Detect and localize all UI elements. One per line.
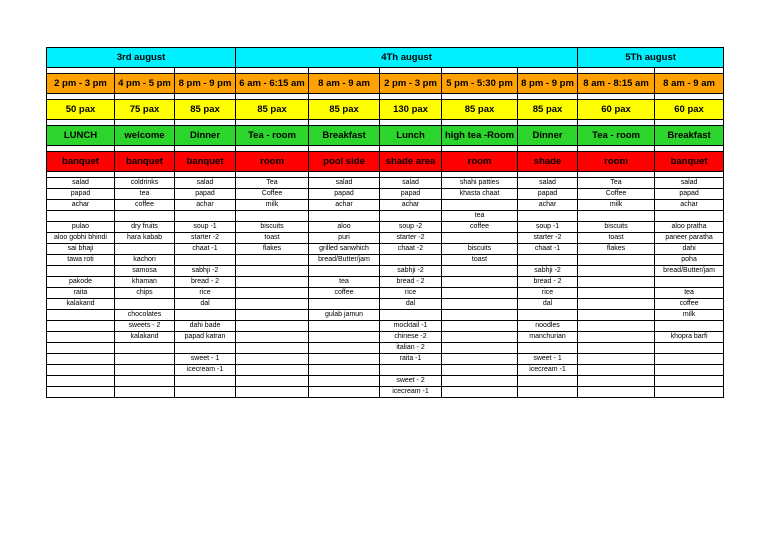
menu-item-cell[interactable] bbox=[115, 365, 175, 376]
menu-item-cell[interactable]: chips bbox=[115, 288, 175, 299]
menu-item-cell[interactable]: sweet - 2 bbox=[380, 376, 442, 387]
menu-item-cell[interactable]: pakode bbox=[47, 277, 115, 288]
menu-item-cell[interactable] bbox=[442, 387, 518, 398]
menu-item-cell[interactable] bbox=[578, 376, 655, 387]
menu-item-cell[interactable]: starter -2 bbox=[518, 233, 578, 244]
menu-item-cell[interactable]: rice bbox=[380, 288, 442, 299]
menu-item-cell[interactable] bbox=[442, 200, 518, 211]
menu-item-cell[interactable]: chaat -1 bbox=[518, 244, 578, 255]
menu-item-cell[interactable]: Coffee bbox=[578, 189, 655, 200]
menu-item-cell[interactable] bbox=[655, 376, 724, 387]
menu-item-cell[interactable] bbox=[518, 387, 578, 398]
menu-item-row bbox=[47, 299, 724, 310]
menu-item-cell[interactable]: papad bbox=[175, 189, 236, 200]
menu-item-cell[interactable] bbox=[442, 354, 518, 365]
pax-row bbox=[47, 100, 724, 120]
menu-item-cell[interactable]: dahi bade bbox=[175, 321, 236, 332]
time-cell[interactable]: 8 am - 8:15 am bbox=[578, 74, 655, 94]
menu-item-cell[interactable]: achar bbox=[47, 200, 115, 211]
menu-item-cell[interactable]: starter -2 bbox=[175, 233, 236, 244]
menu-item-row bbox=[47, 200, 724, 211]
menu-item-cell[interactable] bbox=[309, 211, 380, 222]
menu-item-cell[interactable]: biscuits bbox=[442, 244, 518, 255]
menu-item-cell[interactable] bbox=[578, 255, 655, 266]
meal-cell[interactable]: Lunch bbox=[380, 126, 442, 146]
menu-item-cell[interactable]: tea bbox=[442, 211, 518, 222]
menu-item-cell[interactable] bbox=[47, 354, 115, 365]
venue-cell[interactable]: pool side bbox=[309, 152, 380, 172]
day-header-cell[interactable]: 4Th august bbox=[236, 48, 578, 68]
menu-item-cell[interactable]: sweet - 1 bbox=[175, 354, 236, 365]
menu-item-cell[interactable]: biscuits bbox=[578, 222, 655, 233]
menu-item-cell[interactable] bbox=[115, 376, 175, 387]
menu-item-cell[interactable] bbox=[442, 310, 518, 321]
menu-item-cell[interactable] bbox=[655, 365, 724, 376]
menu-item-cell[interactable] bbox=[236, 310, 309, 321]
menu-item-cell[interactable] bbox=[309, 354, 380, 365]
menu-item-cell[interactable] bbox=[578, 211, 655, 222]
menu-item-cell[interactable] bbox=[442, 376, 518, 387]
menu-item-cell[interactable]: toast bbox=[578, 233, 655, 244]
menu-item-cell[interactable] bbox=[442, 332, 518, 343]
venue-cell[interactable]: room bbox=[578, 152, 655, 172]
menu-item-cell[interactable] bbox=[309, 387, 380, 398]
time-row bbox=[47, 74, 724, 94]
menu-item-row bbox=[47, 321, 724, 332]
menu-item-row bbox=[47, 387, 724, 398]
menu-item-cell[interactable] bbox=[578, 277, 655, 288]
menu-item-cell[interactable] bbox=[236, 387, 309, 398]
menu-item-cell[interactable] bbox=[47, 376, 115, 387]
pax-cell[interactable]: 75 pax bbox=[115, 100, 175, 120]
menu-item-cell[interactable] bbox=[47, 343, 115, 354]
pax-cell[interactable]: 85 pax bbox=[175, 100, 236, 120]
menu-item-cell[interactable]: aloo gobhi bhindi bbox=[47, 233, 115, 244]
menu-item-cell[interactable] bbox=[236, 288, 309, 299]
menu-item-cell[interactable] bbox=[309, 332, 380, 343]
meal-cell[interactable]: LUNCH bbox=[47, 126, 115, 146]
venue-cell[interactable]: room bbox=[236, 152, 309, 172]
menu-item-cell[interactable]: toast bbox=[442, 255, 518, 266]
menu-item-cell[interactable] bbox=[309, 266, 380, 277]
meal-row bbox=[47, 126, 724, 146]
time-cell[interactable]: 4 pm - 5 pm bbox=[115, 74, 175, 94]
menu-item-cell[interactable] bbox=[442, 299, 518, 310]
menu-item-cell[interactable]: salad bbox=[309, 178, 380, 189]
menu-item-cell[interactable]: coffee bbox=[442, 222, 518, 233]
time-cell[interactable]: 2 pm - 3 pm bbox=[47, 74, 115, 94]
menu-item-cell[interactable]: raita -1 bbox=[380, 354, 442, 365]
menu-item-cell[interactable] bbox=[236, 332, 309, 343]
menu-item-cell[interactable] bbox=[442, 288, 518, 299]
menu-item-cell[interactable] bbox=[236, 376, 309, 387]
menu-item-cell[interactable]: Tea bbox=[236, 178, 309, 189]
meal-cell[interactable]: high tea -Room bbox=[442, 126, 518, 146]
menu-item-cell[interactable]: achar bbox=[655, 200, 724, 211]
menu-item-cell[interactable]: khopra barfi bbox=[655, 332, 724, 343]
menu-item-cell[interactable]: icecream -1 bbox=[518, 365, 578, 376]
pax-cell[interactable]: 60 pax bbox=[655, 100, 724, 120]
menu-item-cell[interactable]: mocktail -1 bbox=[380, 321, 442, 332]
menu-item-cell[interactable]: chaat -1 bbox=[175, 244, 236, 255]
menu-item-cell[interactable] bbox=[442, 277, 518, 288]
menu-item-row bbox=[47, 332, 724, 343]
menu-item-cell[interactable] bbox=[518, 343, 578, 354]
menu-item-row bbox=[47, 211, 724, 222]
menu-item-cell[interactable]: raita bbox=[47, 288, 115, 299]
menu-item-cell[interactable]: tawa roti bbox=[47, 255, 115, 266]
menu-item-cell[interactable] bbox=[578, 365, 655, 376]
menu-item-row bbox=[47, 266, 724, 277]
menu-item-row bbox=[47, 189, 724, 200]
menu-item-cell[interactable]: rice bbox=[175, 288, 236, 299]
pax-cell[interactable]: 85 pax bbox=[518, 100, 578, 120]
venue-cell[interactable]: banquet bbox=[47, 152, 115, 172]
menu-item-cell[interactable]: samosa bbox=[115, 266, 175, 277]
menu-item-cell[interactable] bbox=[175, 310, 236, 321]
menu-item-cell[interactable] bbox=[380, 211, 442, 222]
menu-item-cell[interactable] bbox=[655, 211, 724, 222]
menu-item-cell[interactable]: tea bbox=[115, 189, 175, 200]
menu-item-cell[interactable]: achar bbox=[175, 200, 236, 211]
menu-item-cell[interactable] bbox=[236, 211, 309, 222]
pax-cell[interactable]: 130 pax bbox=[380, 100, 442, 120]
menu-item-cell[interactable]: sweets - 2 bbox=[115, 321, 175, 332]
menu-item-cell[interactable] bbox=[655, 321, 724, 332]
menu-item-cell[interactable]: pulao bbox=[47, 222, 115, 233]
menu-item-row bbox=[47, 310, 724, 321]
menu-item-row bbox=[47, 255, 724, 266]
menu-item-cell[interactable] bbox=[47, 332, 115, 343]
menu-item-cell[interactable]: papad katran bbox=[175, 332, 236, 343]
menu-item-cell[interactable]: gulab jamun bbox=[309, 310, 380, 321]
menu-item-cell[interactable] bbox=[309, 365, 380, 376]
menu-item-cell[interactable] bbox=[175, 376, 236, 387]
meal-cell[interactable]: Breakfast bbox=[309, 126, 380, 146]
menu-item-cell[interactable]: bread/Butter/jam bbox=[309, 255, 380, 266]
menu-item-cell[interactable]: papad bbox=[518, 189, 578, 200]
venue-cell[interactable]: shade bbox=[518, 152, 578, 172]
menu-item-cell[interactable] bbox=[578, 288, 655, 299]
menu-item-cell[interactable]: milk bbox=[655, 310, 724, 321]
menu-item-cell[interactable]: aloo bbox=[309, 222, 380, 233]
menu-item-cell[interactable]: italian - 2 bbox=[380, 343, 442, 354]
menu-item-cell[interactable] bbox=[442, 365, 518, 376]
menu-item-cell[interactable] bbox=[236, 266, 309, 277]
menu-item-cell[interactable]: puri bbox=[309, 233, 380, 244]
menu-item-cell[interactable] bbox=[236, 354, 309, 365]
menu-item-cell[interactable] bbox=[578, 354, 655, 365]
venue-cell[interactable]: room bbox=[442, 152, 518, 172]
menu-item-cell[interactable]: papad bbox=[380, 189, 442, 200]
menu-item-cell[interactable] bbox=[175, 387, 236, 398]
menu-item-cell[interactable]: dal bbox=[175, 299, 236, 310]
menu-item-cell[interactable]: papad bbox=[47, 189, 115, 200]
menu-item-cell[interactable]: bread - 2 bbox=[380, 277, 442, 288]
menu-item-cell[interactable]: aloo pratha bbox=[655, 222, 724, 233]
menu-item-row bbox=[47, 365, 724, 376]
menu-item-cell[interactable]: sabhji -2 bbox=[518, 266, 578, 277]
menu-item-cell[interactable]: sweet - 1 bbox=[518, 354, 578, 365]
venue-row bbox=[47, 152, 724, 172]
menu-item-cell[interactable] bbox=[380, 255, 442, 266]
menu-item-cell[interactable]: icecream -1 bbox=[175, 365, 236, 376]
menu-item-cell[interactable]: dal bbox=[518, 299, 578, 310]
menu-item-cell[interactable] bbox=[115, 343, 175, 354]
menu-item-cell[interactable] bbox=[578, 343, 655, 354]
menu-item-cell[interactable] bbox=[115, 299, 175, 310]
menu-item-cell[interactable] bbox=[578, 299, 655, 310]
meal-cell[interactable]: Tea - room bbox=[578, 126, 655, 146]
menu-item-cell[interactable]: Coffee bbox=[236, 189, 309, 200]
menu-item-cell[interactable] bbox=[578, 266, 655, 277]
menu-item-cell[interactable] bbox=[309, 299, 380, 310]
menu-item-cell[interactable] bbox=[236, 365, 309, 376]
menu-item-cell[interactable]: rice bbox=[518, 288, 578, 299]
pax-cell[interactable]: 85 pax bbox=[236, 100, 309, 120]
menu-item-cell[interactable] bbox=[47, 266, 115, 277]
menu-item-row bbox=[47, 178, 724, 189]
menu-item-cell[interactable]: kachori bbox=[115, 255, 175, 266]
menu-item-cell[interactable]: chinese -2 bbox=[380, 332, 442, 343]
menu-item-cell[interactable]: toast bbox=[236, 233, 309, 244]
menu-item-cell[interactable] bbox=[47, 310, 115, 321]
pax-cell[interactable]: 85 pax bbox=[442, 100, 518, 120]
menu-item-cell[interactable] bbox=[236, 343, 309, 354]
menu-item-cell[interactable]: soup -1 bbox=[175, 222, 236, 233]
menu-item-cell[interactable]: khaman bbox=[115, 277, 175, 288]
menu-item-cell[interactable]: chocolates bbox=[115, 310, 175, 321]
time-cell[interactable]: 8 am - 9 am bbox=[309, 74, 380, 94]
menu-item-row bbox=[47, 343, 724, 354]
menu-item-cell[interactable] bbox=[236, 321, 309, 332]
menu-item-cell[interactable]: dal bbox=[380, 299, 442, 310]
time-cell[interactable]: 8 pm - 9 pm bbox=[175, 74, 236, 94]
menu-item-cell[interactable] bbox=[518, 211, 578, 222]
menu-item-cell[interactable] bbox=[47, 387, 115, 398]
meal-cell[interactable]: Dinner bbox=[175, 126, 236, 146]
menu-item-cell[interactable] bbox=[655, 387, 724, 398]
menu-item-cell[interactable]: salad bbox=[47, 178, 115, 189]
menu-item-cell[interactable]: coffee bbox=[655, 299, 724, 310]
menu-item-row bbox=[47, 288, 724, 299]
menu-item-cell[interactable]: Tea bbox=[578, 178, 655, 189]
menu-item-cell[interactable] bbox=[518, 376, 578, 387]
menu-item-cell[interactable]: sai bhaji bbox=[47, 244, 115, 255]
meal-cell[interactable]: Tea - room bbox=[236, 126, 309, 146]
meal-cell[interactable]: Breakfast bbox=[655, 126, 724, 146]
menu-item-cell[interactable]: noodles bbox=[518, 321, 578, 332]
menu-item-cell[interactable]: papad bbox=[309, 189, 380, 200]
menu-item-cell[interactable]: tea bbox=[655, 288, 724, 299]
menu-item-cell[interactable] bbox=[236, 277, 309, 288]
menu-item-cell[interactable] bbox=[236, 299, 309, 310]
menu-item-cell[interactable]: salad bbox=[175, 178, 236, 189]
menu-item-cell[interactable] bbox=[442, 233, 518, 244]
menu-item-cell[interactable] bbox=[175, 255, 236, 266]
menu-item-cell[interactable]: poha bbox=[655, 255, 724, 266]
venue-cell[interactable]: banquet bbox=[175, 152, 236, 172]
pax-cell[interactable]: 60 pax bbox=[578, 100, 655, 120]
menu-item-cell[interactable]: shahi patties bbox=[442, 178, 518, 189]
menu-item-cell[interactable]: flakes bbox=[578, 244, 655, 255]
menu-item-row bbox=[47, 222, 724, 233]
menu-item-cell[interactable]: milk bbox=[578, 200, 655, 211]
menu-item-cell[interactable]: papad bbox=[655, 189, 724, 200]
menu-item-cell[interactable] bbox=[115, 354, 175, 365]
menu-item-row bbox=[47, 376, 724, 387]
menu-item-cell[interactable] bbox=[47, 365, 115, 376]
menu-item-cell[interactable] bbox=[175, 211, 236, 222]
time-cell[interactable]: 8 am - 9 am bbox=[655, 74, 724, 94]
venue-cell[interactable]: shade area bbox=[380, 152, 442, 172]
time-cell[interactable]: 5 pm - 5:30 pm bbox=[442, 74, 518, 94]
menu-item-cell[interactable]: achar bbox=[309, 200, 380, 211]
menu-item-cell[interactable] bbox=[380, 310, 442, 321]
menu-item-cell[interactable] bbox=[309, 343, 380, 354]
pax-cell[interactable]: 50 pax bbox=[47, 100, 115, 120]
menu-item-cell[interactable] bbox=[578, 332, 655, 343]
menu-item-cell[interactable] bbox=[518, 310, 578, 321]
menu-item-cell[interactable] bbox=[115, 387, 175, 398]
time-cell[interactable]: 8 pm - 9 pm bbox=[518, 74, 578, 94]
menu-item-cell[interactable]: bread - 2 bbox=[518, 277, 578, 288]
menu-item-cell[interactable] bbox=[578, 321, 655, 332]
venue-cell[interactable]: banquet bbox=[655, 152, 724, 172]
menu-item-cell[interactable]: hara kabab bbox=[115, 233, 175, 244]
menu-item-row bbox=[47, 244, 724, 255]
menu-item-cell[interactable]: icecream -1 bbox=[380, 387, 442, 398]
menu-item-cell[interactable]: grilled sanwhich bbox=[309, 244, 380, 255]
time-cell[interactable]: 6 am - 6:15 am bbox=[236, 74, 309, 94]
day-header-cell[interactable]: 5Th august bbox=[578, 48, 724, 68]
menu-item-cell[interactable] bbox=[175, 343, 236, 354]
menu-item-cell[interactable] bbox=[442, 321, 518, 332]
menu-item-cell[interactable] bbox=[518, 255, 578, 266]
menu-item-cell[interactable]: achar bbox=[518, 200, 578, 211]
menu-item-cell[interactable]: salad bbox=[380, 178, 442, 189]
menu-item-cell[interactable] bbox=[115, 244, 175, 255]
menu-item-cell[interactable]: starter -2 bbox=[380, 233, 442, 244]
menu-item-row bbox=[47, 277, 724, 288]
menu-item-cell[interactable]: khasta chaat bbox=[442, 189, 518, 200]
meal-cell[interactable]: welcome bbox=[115, 126, 175, 146]
menu-item-cell[interactable]: bread/Butter/jam bbox=[655, 266, 724, 277]
menu-item-cell[interactable] bbox=[442, 343, 518, 354]
menu-item-cell[interactable]: salad bbox=[518, 178, 578, 189]
menu-item-row bbox=[47, 233, 724, 244]
menu-item-cell[interactable]: biscuits bbox=[236, 222, 309, 233]
menu-item-cell[interactable]: kalakand bbox=[47, 299, 115, 310]
menu-item-cell[interactable] bbox=[115, 211, 175, 222]
menu-item-row bbox=[47, 354, 724, 365]
menu-item-cell[interactable] bbox=[578, 387, 655, 398]
menu-item-cell[interactable]: achar bbox=[380, 200, 442, 211]
menu-item-cell[interactable]: coldrinks bbox=[115, 178, 175, 189]
menu-item-cell[interactable]: flakes bbox=[236, 244, 309, 255]
menu-schedule-table bbox=[46, 47, 724, 398]
menu-item-cell[interactable]: manchurian bbox=[518, 332, 578, 343]
menu-item-cell[interactable]: soup -1 bbox=[518, 222, 578, 233]
meal-cell[interactable]: Dinner bbox=[518, 126, 578, 146]
menu-item-cell[interactable] bbox=[309, 321, 380, 332]
menu-item-cell[interactable]: sabhji -2 bbox=[380, 266, 442, 277]
menu-item-cell[interactable]: dahi bbox=[655, 244, 724, 255]
day-header-cell[interactable]: 3rd august bbox=[47, 48, 236, 68]
menu-item-cell[interactable] bbox=[578, 310, 655, 321]
menu-item-cell[interactable]: kalakand bbox=[115, 332, 175, 343]
menu-item-cell[interactable]: sabhji -2 bbox=[175, 266, 236, 277]
menu-item-cell[interactable]: coffee bbox=[309, 288, 380, 299]
menu-item-cell[interactable] bbox=[380, 365, 442, 376]
menu-item-cell[interactable] bbox=[309, 376, 380, 387]
menu-item-cell[interactable]: soup -2 bbox=[380, 222, 442, 233]
menu-item-cell[interactable] bbox=[47, 321, 115, 332]
pax-cell[interactable]: 85 pax bbox=[309, 100, 380, 120]
menu-item-cell[interactable]: tea bbox=[309, 277, 380, 288]
venue-cell[interactable]: banquet bbox=[115, 152, 175, 172]
menu-item-cell[interactable]: coffee bbox=[115, 200, 175, 211]
time-cell[interactable]: 2 pm - 3 pm bbox=[380, 74, 442, 94]
menu-item-cell[interactable]: dry fruits bbox=[115, 222, 175, 233]
menu-item-cell[interactable]: chaat -2 bbox=[380, 244, 442, 255]
menu-item-cell[interactable]: salad bbox=[655, 178, 724, 189]
menu-item-cell[interactable]: paneer paratha bbox=[655, 233, 724, 244]
menu-item-cell[interactable] bbox=[655, 277, 724, 288]
menu-item-cell[interactable] bbox=[655, 354, 724, 365]
day-header-row bbox=[47, 48, 724, 68]
menu-item-cell[interactable]: milk bbox=[236, 200, 309, 211]
menu-item-cell[interactable] bbox=[236, 255, 309, 266]
menu-item-cell[interactable] bbox=[655, 343, 724, 354]
menu-item-cell[interactable] bbox=[47, 211, 115, 222]
menu-item-cell[interactable] bbox=[442, 266, 518, 277]
menu-item-cell[interactable]: bread - 2 bbox=[175, 277, 236, 288]
